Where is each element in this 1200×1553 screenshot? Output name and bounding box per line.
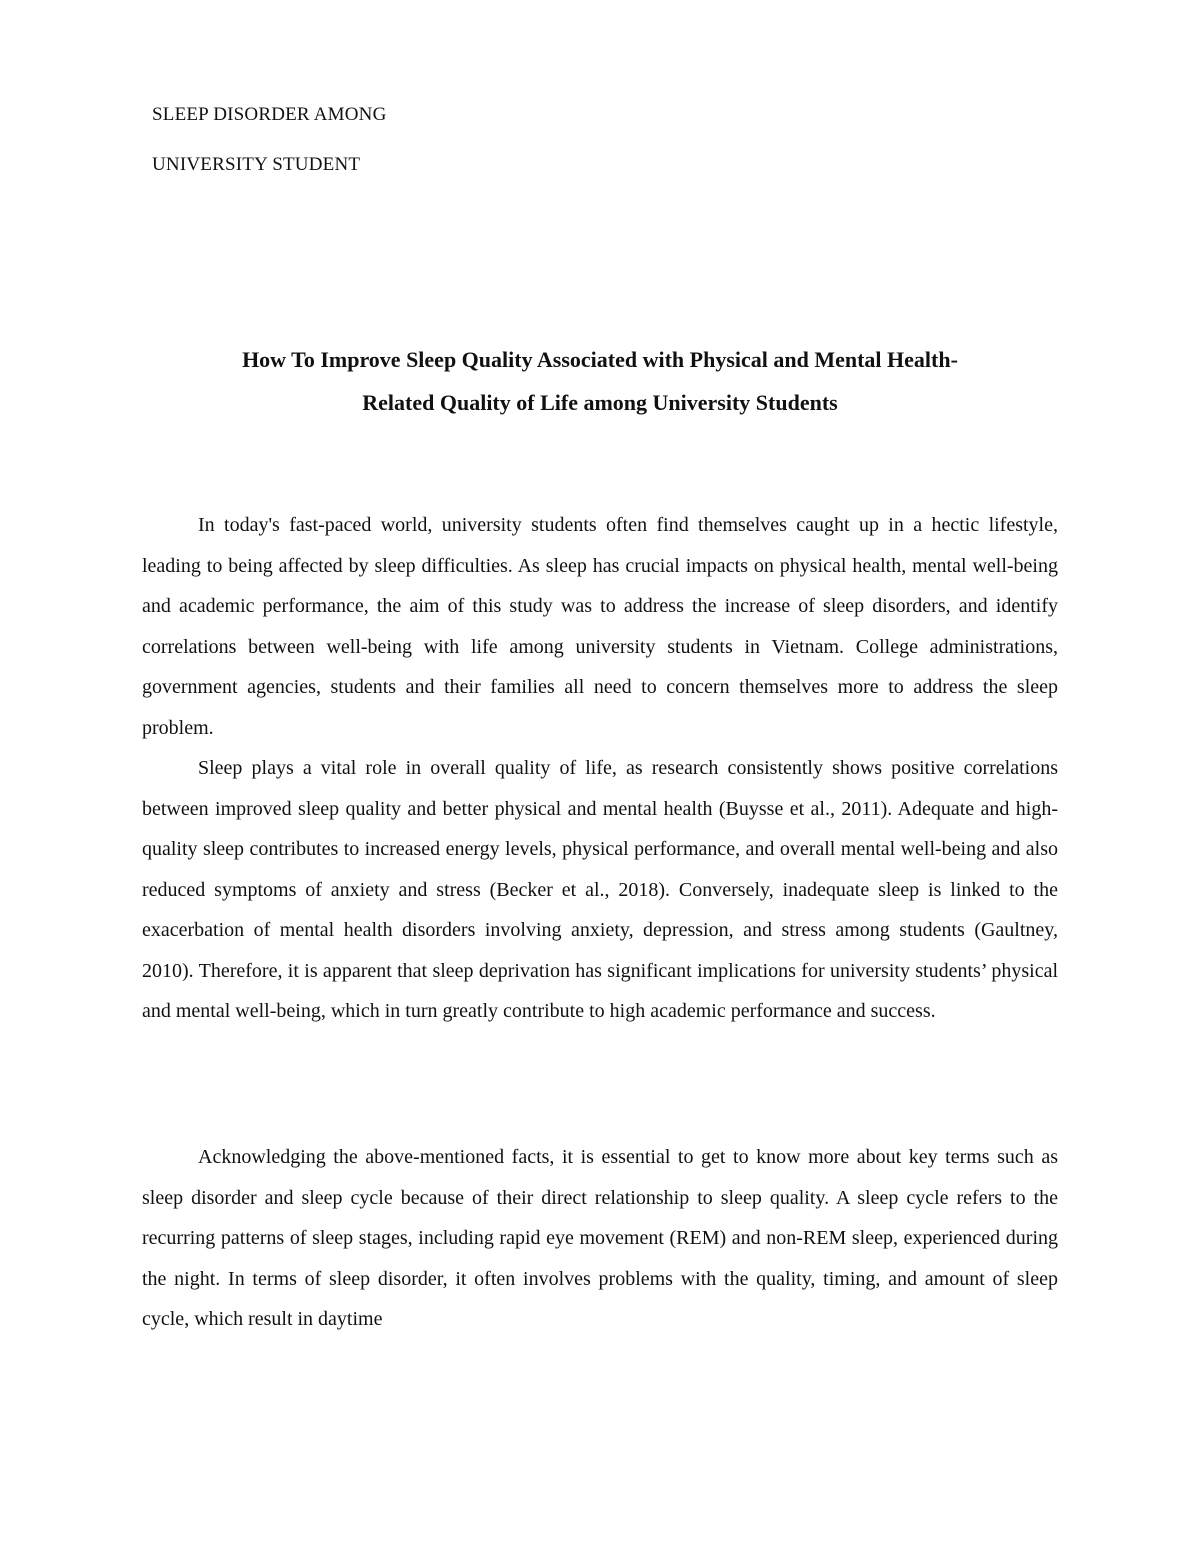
body-section-2 [142, 1137, 1058, 1340]
title-line-2: Related Quality of Life among University Students [362, 390, 838, 415]
running-header-line-2: UNIVERSITY STUDENT [152, 154, 361, 175]
paragraph-intro: In today's fast-paced world, university students often find themselves caught up in a hectic lifestyle, leading to being affected by sleep difficulties. As sleep has crucial impacts on physical health, mental well-being and academic performance, the aim of this study was to address the increase of sleep disorders, and identify correlations between well-being with life among university students in Vietnam. College administrations, government agencies, students and their families all need to concern themselves more to address the sleep problem. [142, 514, 1058, 739]
body-section-1 [142, 505, 1058, 1032]
running-header-line-1: SLEEP DISORDER AMONG [152, 104, 387, 125]
document-title [120, 338, 1080, 424]
paragraph-sleep-role: Sleep plays a vital role in overall quality of life, as research consistently shows positive correlations between improved sleep quality and better physical and mental health (Buysse et al., 2011). Adequate and high-quality sleep contributes to increased energy levels, physical performance, and overall mental well-being and also reduced symptoms of anxiety and stress (Becker et al., 2018). Conversely, inadequate sleep is linked to the exacerbation of mental health disorders involving anxiety, depression, and stress among students (Gaultney, 2010). Therefore, it is apparent that sleep deprivation has significant implications for university students’ physical and mental well-being, which in turn greatly contribute to high academic performance and success. [142, 757, 1058, 1022]
paragraph-key-terms: Acknowledging the above-mentioned facts, it is essential to get to know more about key terms such as sleep disorder and sleep cycle because of their direct relationship to sleep quality. A sleep cycle refers to the recurring patterns of sleep stages, including rapid eye movement (REM) and non-REM sleep, experienced during the night. In terms of sleep disorder, it often involves problems with the quality, timing, and amount of sleep cycle, which result in daytime [142, 1146, 1058, 1330]
title-line-1: How To Improve Sleep Quality Associated with Physical and Mental Health- [242, 347, 958, 372]
